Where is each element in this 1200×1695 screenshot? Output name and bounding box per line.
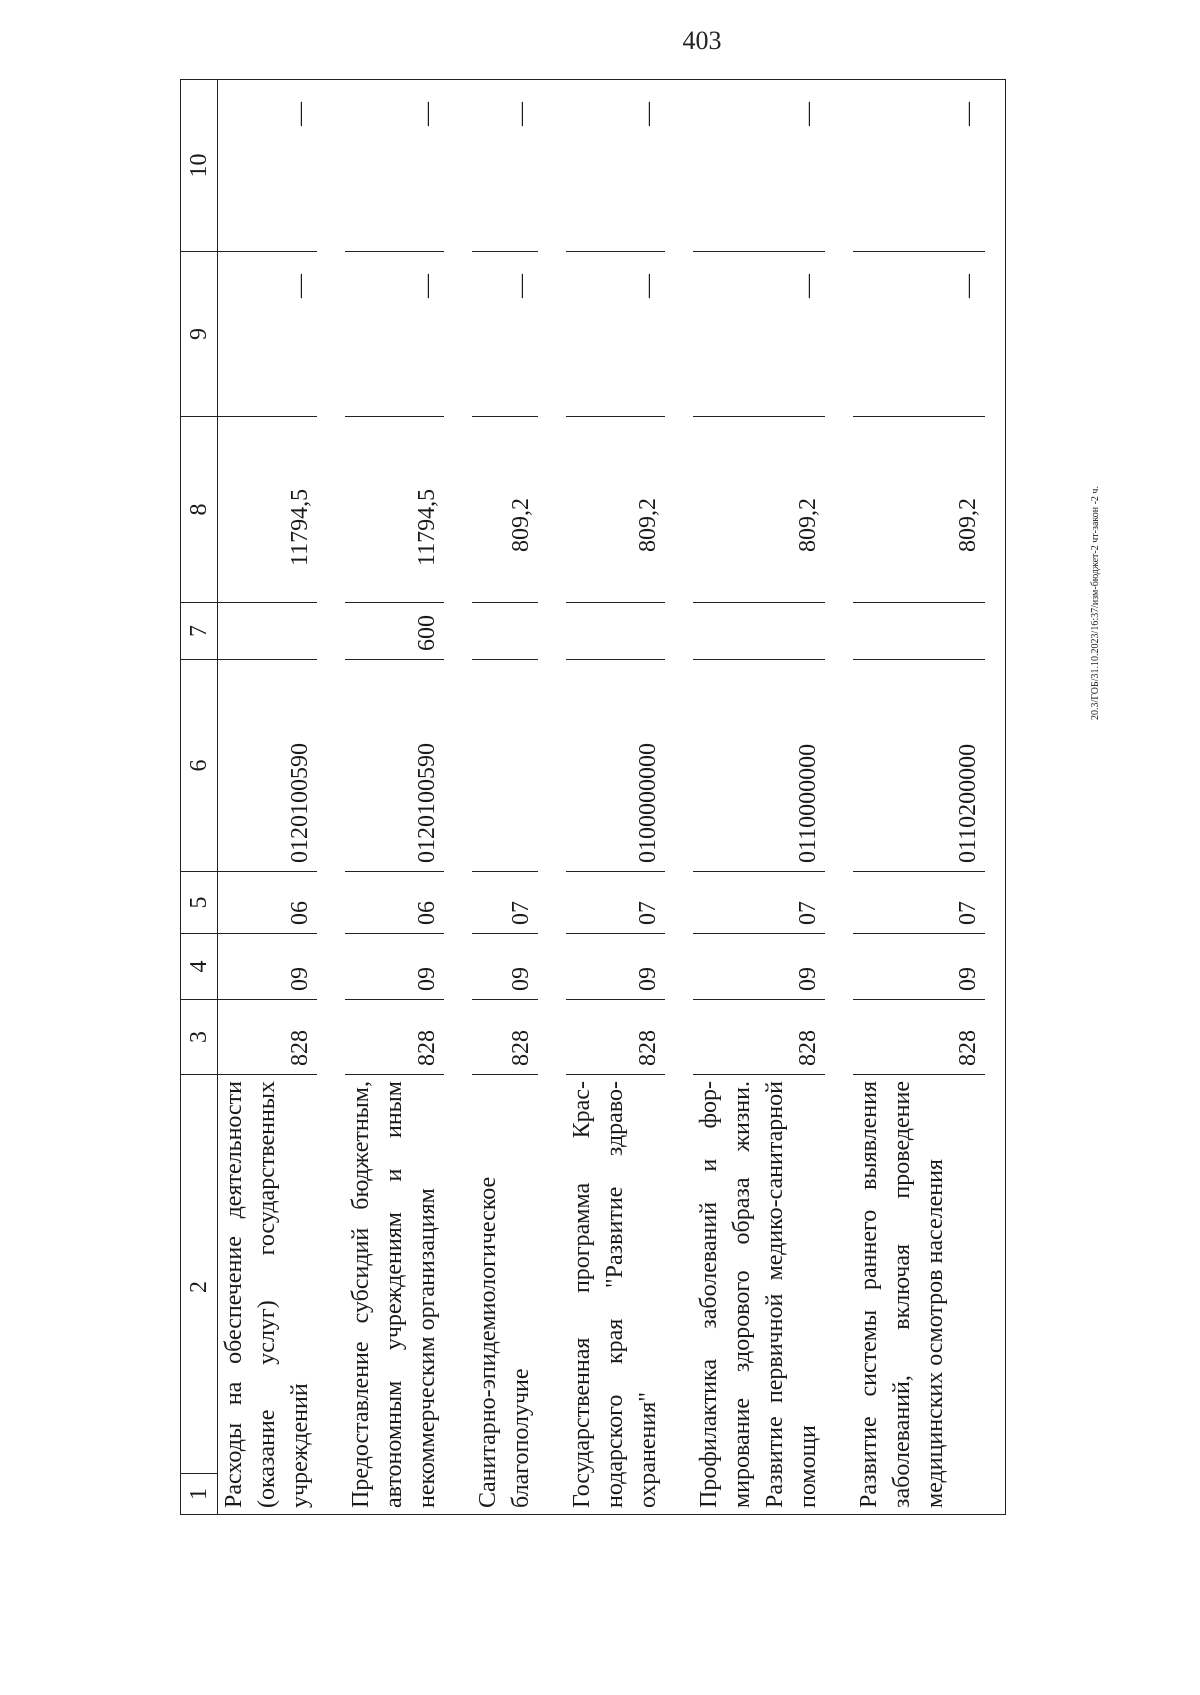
row-col8: 809,2 [566,417,665,603]
row-col8: 11794,5 [345,417,444,603]
row-col10: — [218,80,318,252]
row-col9: — [345,252,444,417]
budget-table [180,79,1006,1515]
table-row [853,80,985,1515]
header-col-3: 3 [181,1000,218,1075]
row-description: Развитие системы раннего выявления заболеваний, включая проведение медицинских осмотров населения [853,1075,985,1515]
budget-table-rotated [180,80,1060,1515]
row-col6: 0110200000 [853,660,985,872]
header-col-10: 10 [181,80,218,252]
row-col9: — [693,252,825,417]
row-col10: — [853,80,985,252]
table-header-row [181,80,218,1515]
row-col4: 09 [218,934,318,1000]
row-col6 [472,660,538,872]
row-col5: 06 [345,872,444,934]
row-col6: 0120100590 [218,660,318,872]
row-col5: 06 [218,872,318,934]
page-number: 403 [682,26,722,55]
table-row [566,80,665,1515]
row-col9: — [472,252,538,417]
table-row [345,80,444,1515]
footer-code-text: 20.3/ГОБ/31.10.2023/16:37/изм-бюджет-2 чт-закон -2 ч. [1090,486,1101,720]
row-col3: 828 [472,1000,538,1075]
row-col9: — [853,252,985,417]
header-col-1 [181,1075,218,1515]
header-col-7: 7 [181,603,218,660]
row-col6: 0110000000 [693,660,825,872]
row-col3: 828 [693,1000,825,1075]
row-description: Расходы на обеспечение деятельности (оказание услуг) государственных учреждений [218,1075,318,1515]
row-col5: 07 [566,872,665,934]
row-col4: 09 [693,934,825,1000]
header-col-1-label: 1 [181,1473,217,1514]
row-col6: 0120100590 [345,660,444,872]
header-col-2-label: 2 [186,1281,212,1293]
row-col10: — [566,80,665,252]
row-col7 [566,603,665,660]
row-col7: 600 [345,603,444,660]
row-col7 [693,603,825,660]
row-col4: 09 [853,934,985,1000]
row-col7 [853,603,985,660]
table-row [472,80,538,1515]
row-col3: 828 [345,1000,444,1075]
row-col4: 09 [345,934,444,1000]
row-col8: 809,2 [853,417,985,603]
row-col10: — [693,80,825,252]
row-col3: 828 [218,1000,318,1075]
row-col10: — [345,80,444,252]
row-col8: 809,2 [693,417,825,603]
row-col5: 07 [472,872,538,934]
row-col8: 11794,5 [218,417,318,603]
header-col-8: 8 [181,417,218,603]
row-col7 [218,603,318,660]
header-col-4: 4 [181,934,218,1000]
row-col9: — [566,252,665,417]
row-col4: 09 [566,934,665,1000]
row-col8: 809,2 [472,417,538,603]
table-row [693,80,825,1515]
row-col10: — [472,80,538,252]
table-row [218,80,318,1515]
row-description: Государственная программа Краснодарского края "Развитие здравоохранения" [566,1075,665,1515]
row-description: Профилактика заболеваний и формирование здорового образа жизни. Развитие первичной медико-санитарной помощи [693,1075,825,1515]
row-col4: 09 [472,934,538,1000]
row-description: Санитарно-эпидемиологическое благополучие [472,1075,538,1515]
row-col7 [472,603,538,660]
row-col3: 828 [566,1000,665,1075]
header-col-9: 9 [181,252,218,417]
document-footer-code [1090,486,1106,740]
header-col-6: 6 [181,660,218,872]
row-col5: 07 [853,872,985,934]
row-col5: 07 [693,872,825,934]
header-col-5: 5 [181,872,218,934]
row-description: Предоставление субсидий бюджетным, автономным учреждениям и иным некоммерческим организациям [345,1075,444,1515]
row-col3: 828 [853,1000,985,1075]
row-col6: 0100000000 [566,660,665,872]
row-col9: — [218,252,318,417]
